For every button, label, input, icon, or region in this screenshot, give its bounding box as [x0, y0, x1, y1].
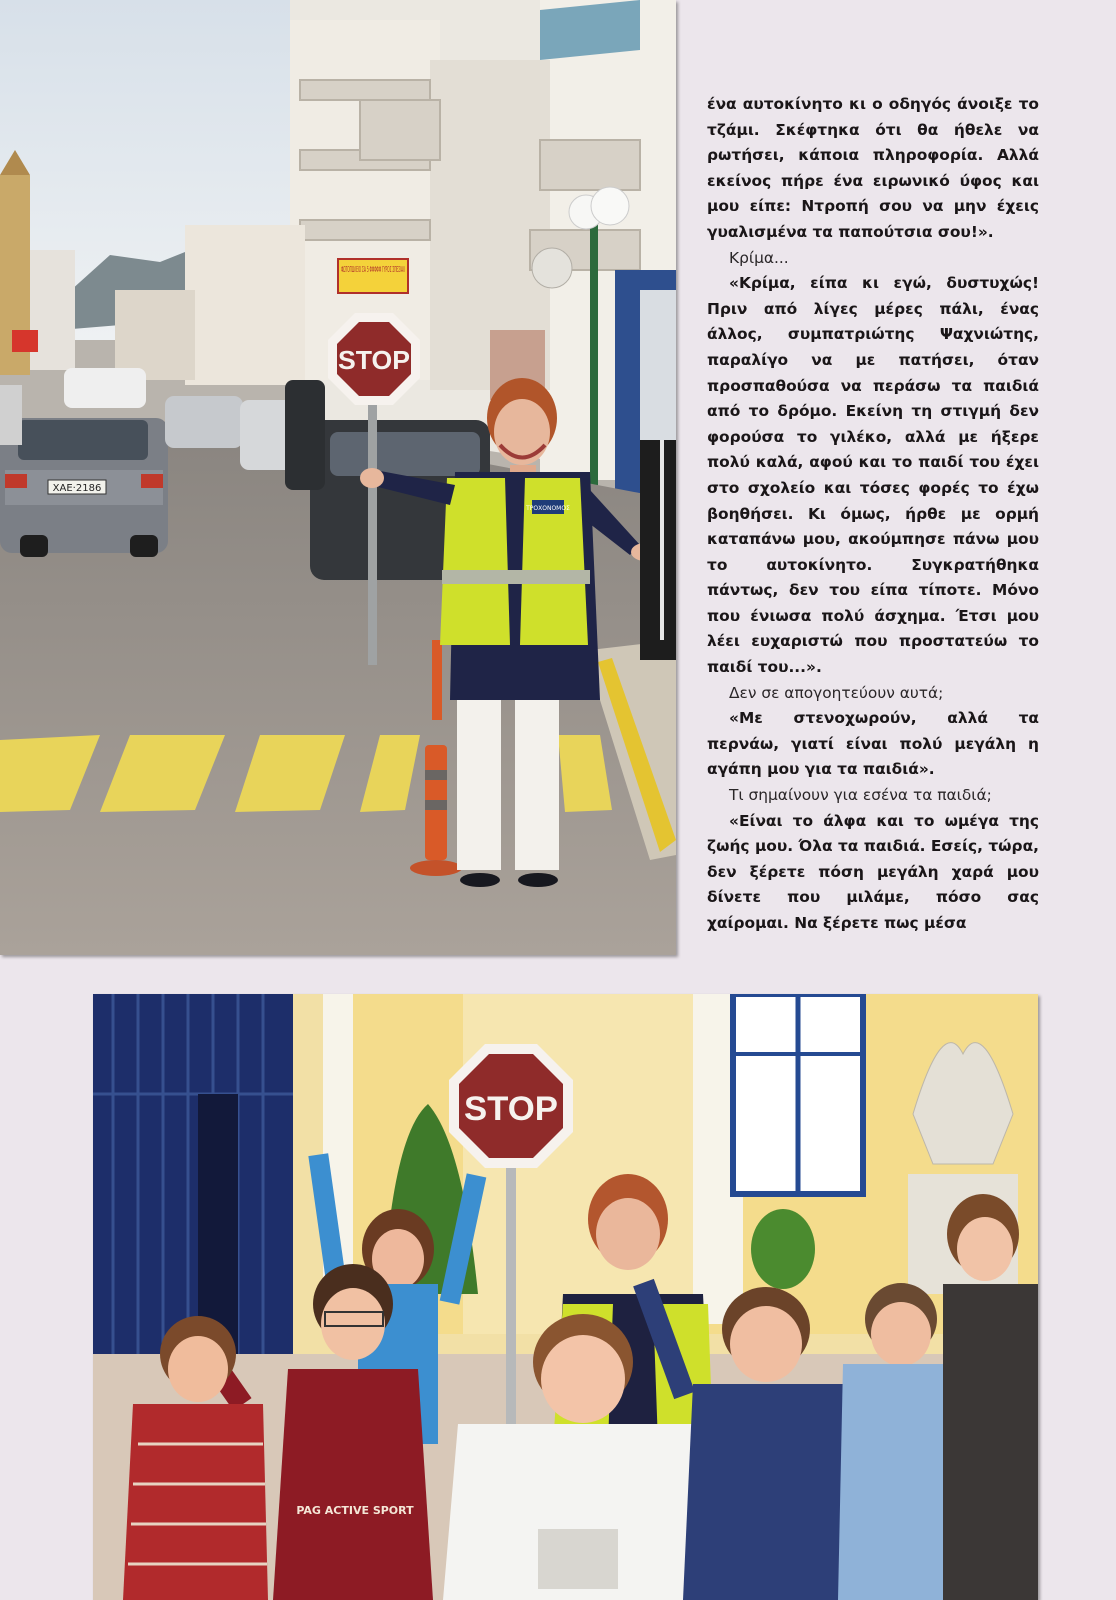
interview-question: Τι σημαίνουν για εσένα τα παιδιά; — [729, 786, 992, 805]
stop-sign — [328, 313, 420, 405]
interview-answer: «Κρίμα, είπα κι εγώ, δυστυχώς! Πριν από λίγες μέρες πάλι, ένας άλλος, συμπατριώτης Ψαχνιώτης, παραλίγο να με πατήσει, όταν προσπαθούσα να περάσω τα παιδιά από το δρόμο. Εκείνη τη στιγμή δεν φορούσα το γιλέκο, αλλά με ήξερε πολύ καλά, αφού και το παιδί του έχει στο σχολείο και τόσες φορές το έχω βοηθήσει. Κι όμως, ήρθε με ορμή καταπάνω μου, ακούμπησε πάνω μου το αυτοκίνητο. Συγκρατήθηκα πάντως, δεν του είπα τίποτε. Μόνο που ένιωσα πολύ άσχημα. Έτσι μου λέει ευχαριστώ που προστατεύω το παιδί του...». — [707, 274, 1039, 677]
street-crossing-photo — [0, 0, 676, 955]
children-school-photo — [93, 994, 1038, 1600]
stop-sign-text: STOP — [338, 345, 410, 375]
shirt-text: PAG ACTIVE SPORT — [296, 1504, 414, 1517]
parked-car-left — [0, 418, 168, 557]
interview-question: Κρίμα... — [729, 248, 789, 267]
interview-question: Δεν σε απογοητεύουν αυτά; — [729, 683, 944, 702]
interview-answer: «Είναι το άλφα και το ωμέγα της ζωής μου. Όλα τα παιδιά. Εσείς, τώρα, δεν ξέρετε πόση μεγάλη χαρά μου δίνετε που μιλάμε, πόσο σας χαίρομαι. Να ξέρετε πως μέσα — [707, 811, 1039, 932]
stop-sign — [449, 1044, 573, 1168]
article-text-column — [707, 92, 1039, 937]
vest-badge-text: ΤΡΟΧΟΝΟΜΟΣ — [526, 505, 570, 512]
shop-sign-text: ΦΩΤΟΠΩΛΕΙΟ ΣΑ 5 ΦΦΦΦΦ ΓΥΡΟΣ ΣΠΕΣΙΑΛ — [341, 265, 406, 274]
stop-sign-text: STOP — [464, 1090, 558, 1128]
article-paragraph: ένα αυτοκίνητο κι ο οδηγός άνοιξε το τζάμι. Σκέφτηκα ότι θα ήθελε να ρωτήσει, κάποια πληροφορία. Αλλά εκείνος πήρε ένα ειρωνικό ύφος και μου είπε: Ντροπή σου να μην έχεις γυαλισμένα τα παπούτσια σου!». — [707, 95, 1039, 241]
license-plate-text: ΧΑΕ·2186 — [52, 483, 102, 494]
interview-answer: «Με στενοχωρούν, αλλά τα περνάω, γιατί είναι πολύ μεγάλη η αγάπη μου για τα παιδιά». — [707, 709, 1039, 779]
